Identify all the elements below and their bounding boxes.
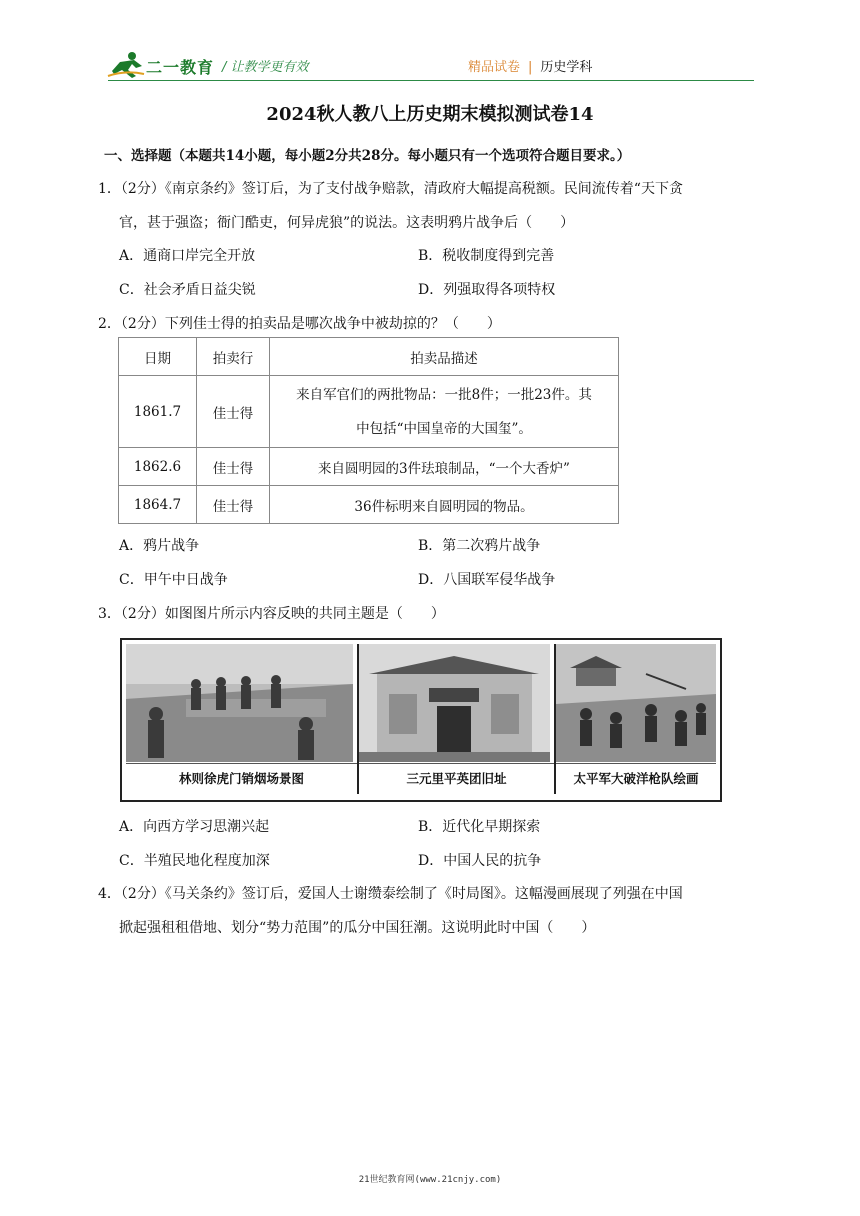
photo-panel-3: [556, 644, 716, 794]
page-title: 2024秋人教八上历史期末模拟测试卷14: [266, 104, 594, 125]
photo-caption-3: 太平军大破洋枪队绘画: [556, 763, 716, 794]
table-header-cell: 拍卖行: [197, 338, 270, 376]
q3-option-c: C．半殖民地化程度加深: [119, 853, 270, 869]
q1-option-b: B．税收制度得到完善: [418, 248, 555, 264]
q2-stem: 2．（2分）下列佳士得的拍卖品是哪次战争中被劫掠的？（ ）: [98, 316, 501, 332]
sanyuanli-site-image: [359, 644, 550, 762]
table-cell-date: 1864.7: [119, 486, 197, 524]
table-cell-house: 佳士得: [197, 376, 270, 448]
header-divider: [108, 80, 754, 81]
q3-option-b: B．近代化早期探索: [418, 819, 541, 835]
table-row: [119, 486, 619, 524]
brand-logo-text: 二一教育: [146, 58, 215, 77]
table-cell-desc: 36件标明来自圆明园的物品。: [270, 486, 619, 524]
table-header-cell: 拍卖品描述: [270, 338, 619, 376]
table-cell-house: 佳士得: [197, 486, 270, 524]
q1-option-d: D．列强取得各项特权: [418, 282, 556, 298]
q4-stem-line2: 掀起强租租借地、划分“势力范围”的瓜分中国狂潮。这说明此时中国（ ）: [119, 920, 596, 936]
table-cell-date: 1861.7: [119, 376, 197, 448]
table-cell-desc: 来自圆明园的3件珐琅制品，“一个大香炉”: [270, 448, 619, 486]
taiping-battle-painting-image: [556, 644, 716, 762]
table-cell-desc: [270, 376, 619, 448]
header-subject: [468, 56, 592, 75]
photo-caption-1: 林则徐虎门销烟场景图: [126, 763, 357, 794]
page-footer: 21世纪教育网(www.21cnjy.com): [358, 1175, 502, 1185]
q2-option-c: C．甲午中日战争: [119, 572, 228, 588]
table-cell-date: 1862.6: [119, 448, 197, 486]
q1-option-a: A．通商口岸完全开放: [119, 248, 256, 264]
table-cell-house: 佳士得: [197, 448, 270, 486]
auction-table: [118, 337, 619, 524]
q1-option-c: C．社会矛盾日益尖锐: [119, 282, 256, 298]
q1-stem-line2: 官，甚于强盗；衙门酷吏，何异虎狼”的说法。这表明鸦片战争后（ ）: [119, 215, 575, 231]
opium-burning-scene-image: [126, 644, 353, 762]
photo-caption-2: 三元里平英团旧址: [359, 763, 554, 794]
table-row: [119, 448, 619, 486]
header-separator: |: [528, 60, 533, 75]
table-header-cell: 日期: [119, 338, 197, 376]
photo-panel-2: [359, 644, 556, 794]
q4-stem-line1: 4．（2分）《马关条约》签订后，爱国人士谢缵泰绘制了《时局图》。这幅漫画展现了列强在中国: [98, 886, 683, 902]
section-heading: 一、选择题（本题共14小题，每小题2分共28分。每小题只有一个选项符合题目要求。）: [104, 148, 631, 164]
q2-option-a: A．鸦片战争: [119, 538, 200, 554]
header-slogan: / 让教学更有效: [222, 60, 309, 75]
table-header-row: [119, 338, 619, 376]
q1-stem-line1: 1．（2分）《南京条约》签订后，为了支付战争赔款，清政府大幅提高税额。民间流传着“天下贪: [98, 181, 683, 197]
q3-option-d: D．中国人民的抗争: [418, 853, 542, 869]
header-label-subject: 历史学科: [540, 60, 593, 75]
q2-option-b: B．第二次鸦片战争: [418, 538, 541, 554]
desc-line: 来自军官们的两批物品：一批8件；一批23件。其: [296, 386, 592, 403]
header-label-premium: 精品试卷: [468, 60, 521, 75]
desc-line: 中包括“中国皇帝的大国玺”。: [356, 420, 532, 437]
photo-strip: [120, 638, 722, 802]
q3-stem: 3．（2分）如图图片所示内容反映的共同主题是（ ）: [98, 606, 445, 622]
table-row: [119, 376, 619, 448]
q2-option-d: D．八国联军侵华战争: [418, 572, 556, 588]
photo-panel-1: [126, 644, 359, 794]
q3-option-a: A．向西方学习思潮兴起: [119, 819, 270, 835]
